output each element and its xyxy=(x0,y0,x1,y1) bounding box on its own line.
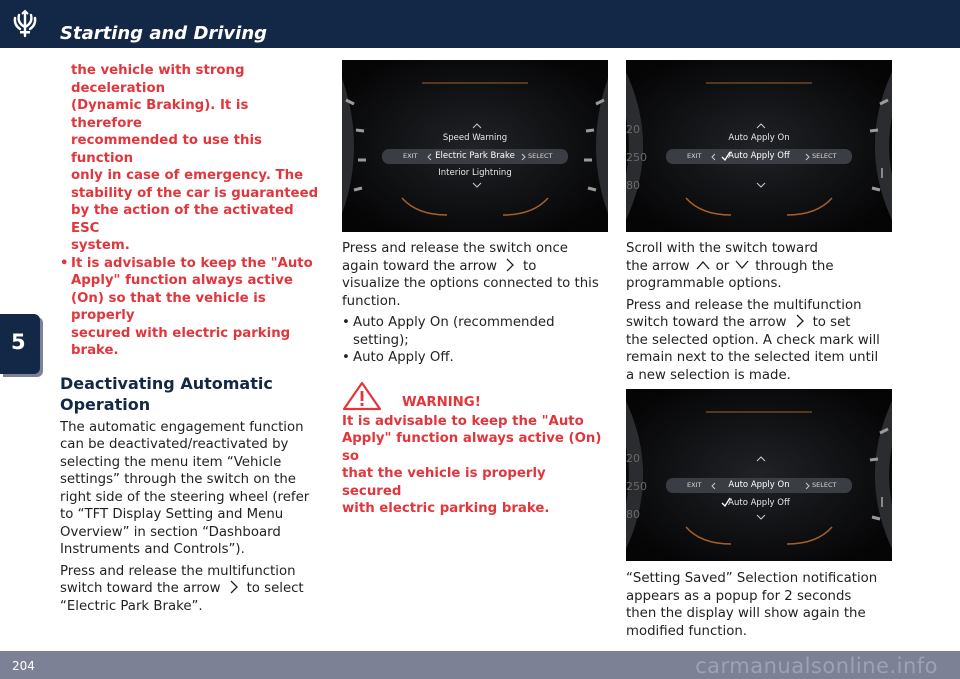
menu-item-auto-apply-on: Auto Apply On xyxy=(728,480,790,490)
text-line: visualize the options connected to this xyxy=(342,276,599,291)
display-screen-electric-park-brake xyxy=(342,60,608,232)
warning-title: WARNING! xyxy=(402,394,481,410)
text-line: setting); xyxy=(353,332,409,348)
text-segment: to set xyxy=(812,315,851,330)
select-label: SELECT xyxy=(812,481,837,489)
menu-item-auto-apply-on: Auto Apply On xyxy=(728,133,790,143)
text-segment: or xyxy=(715,258,730,274)
text-line: recommended to use this function xyxy=(71,133,262,166)
cluster-graphic xyxy=(342,60,608,232)
display-screen-auto-apply-selected xyxy=(626,389,892,561)
gauge-label: 250 xyxy=(626,151,647,164)
text-line: selecting the menu item “Vehicle xyxy=(60,454,282,470)
display-screen-auto-apply xyxy=(626,60,892,232)
menu-item-auto-apply-off: Auto Apply Off xyxy=(728,151,790,161)
text-line: Press and release the switch once xyxy=(342,241,568,256)
section-heading: Operation xyxy=(60,394,151,414)
section-title: Starting and Driving xyxy=(60,23,268,44)
warning-text xyxy=(342,413,606,518)
menu-item-electric-park-brake: Electric Park Brake xyxy=(435,151,515,161)
gauge-label: 80 xyxy=(626,508,640,521)
text-line: Instruments and Controls”). xyxy=(60,542,245,557)
gauge-label: 80 xyxy=(626,179,640,192)
cluster-graphic xyxy=(626,60,892,232)
text-segment: switch toward the arrow xyxy=(60,581,221,596)
text-segment: again toward the arrow xyxy=(342,258,497,274)
select-label: SELECT xyxy=(528,152,553,160)
text-line: that the vehicle is properly secured xyxy=(342,466,546,499)
warning-triangle-icon xyxy=(342,381,382,411)
scroll-paragraph xyxy=(626,240,890,293)
chapter-tab xyxy=(0,314,40,374)
text-line: by the action of the activated ESC xyxy=(71,203,294,236)
chevron-up-icon xyxy=(695,258,711,272)
column-2 xyxy=(342,240,606,518)
chevron-right-icon xyxy=(502,258,518,272)
chapter-number: 5 xyxy=(11,330,26,354)
text-line: The automatic engagement function xyxy=(60,419,304,435)
text-line: Apply" function always active xyxy=(71,273,293,288)
menu-item-speed-warning: Speed Warning xyxy=(442,133,508,143)
page-number: 204 xyxy=(12,659,35,673)
section-heading: Deactivating Automatic xyxy=(60,373,273,393)
text-line: Press and release the multifunction xyxy=(626,297,862,313)
column-1 xyxy=(60,62,320,615)
text-line: then the display will show again the xyxy=(626,606,866,621)
text-line: appears as a popup for 2 seconds xyxy=(626,588,852,604)
warning-block xyxy=(342,381,606,518)
text-line xyxy=(626,314,890,332)
set-option-paragraph xyxy=(626,297,890,385)
saved-notification-paragraph xyxy=(626,570,890,640)
trident-logo-icon xyxy=(10,9,40,39)
text-line: Scroll with the switch toward xyxy=(626,241,818,256)
option-bullet xyxy=(342,314,606,349)
exit-label: EXIT xyxy=(687,481,702,489)
text-line: stability of the car is guaranteed xyxy=(71,185,319,201)
text-line: settings” through the switch on the xyxy=(60,472,296,487)
gauge-label: 20 xyxy=(626,452,640,465)
text-line: can be deactivated/reactivated by xyxy=(60,437,289,452)
text-line: the vehicle with strong deceleration xyxy=(71,63,245,96)
option-bullet xyxy=(342,349,606,367)
dynamic-braking-note xyxy=(60,62,320,255)
text-segment: the arrow xyxy=(626,258,690,274)
watermark: carmanualsonline.info xyxy=(695,654,938,678)
chevron-right-icon xyxy=(792,314,808,328)
auto-apply-bullet xyxy=(60,255,320,360)
text-line: only in case of emergency. The xyxy=(71,168,304,183)
page-footer xyxy=(0,651,960,679)
text-line xyxy=(342,258,606,276)
text-line: Apply" function always active (On) so xyxy=(342,431,602,464)
text-line: (On) so that the vehicle is properly xyxy=(71,290,266,323)
column-3 xyxy=(626,240,890,384)
text-line: modified function. xyxy=(626,623,747,639)
text-line: “Setting Saved” Selection notification xyxy=(626,571,878,586)
text-line: (Dynamic Braking). It is therefore xyxy=(71,98,249,131)
deactivation-paragraph xyxy=(60,419,320,559)
text-line: the selected option. A check mark will xyxy=(626,332,880,348)
text-line: Overview” in section “Dashboard xyxy=(60,524,281,540)
text-line: Press and release the multifunction xyxy=(60,563,296,579)
visualize-paragraph xyxy=(342,240,606,310)
text-line: “Electric Park Brake”. xyxy=(60,598,203,614)
chevron-right-icon xyxy=(226,580,242,594)
menu-item-interior-lightning: Interior Lightning xyxy=(438,168,512,178)
text-line: programmable options. xyxy=(626,276,782,291)
text-line: system. xyxy=(71,238,130,253)
text-line: function. xyxy=(342,293,401,309)
text-line: • Auto Apply On (recommended xyxy=(353,315,555,330)
text-line: with electric parking brake. xyxy=(342,501,550,516)
chevron-down-icon xyxy=(734,258,750,272)
text-segment: through the xyxy=(755,258,834,274)
text-line: to “TFT Display Setting and Menu xyxy=(60,507,284,522)
gauge-label: 250 xyxy=(626,480,647,493)
text-line: secured with electric parking brake. xyxy=(71,325,291,358)
warning-header xyxy=(342,381,606,411)
select-label: SELECT xyxy=(812,152,837,160)
menu-item-auto-apply-off: Auto Apply Off xyxy=(728,498,790,508)
text-line: right side of the steering wheel (refer xyxy=(60,489,310,505)
cluster-graphic xyxy=(626,389,892,561)
exit-label: EXIT xyxy=(687,152,702,160)
text-line xyxy=(60,580,320,598)
text-line: It is advisable to keep the "Auto xyxy=(342,413,584,429)
text-line: • It is advisable to keep the "Auto xyxy=(71,255,313,271)
text-line xyxy=(626,258,890,276)
text-segment: to select xyxy=(246,581,304,596)
text-line: remain next to the selected item until xyxy=(626,350,879,365)
text-segment: switch toward the arrow xyxy=(626,315,787,330)
select-paragraph xyxy=(60,563,320,616)
text-line: • Auto Apply Off. xyxy=(353,350,454,365)
text-segment: to xyxy=(522,258,537,274)
text-line: a new selection is made. xyxy=(626,367,791,383)
exit-label: EXIT xyxy=(403,152,418,160)
page-header xyxy=(0,0,960,48)
gauge-label: 20 xyxy=(626,123,640,136)
